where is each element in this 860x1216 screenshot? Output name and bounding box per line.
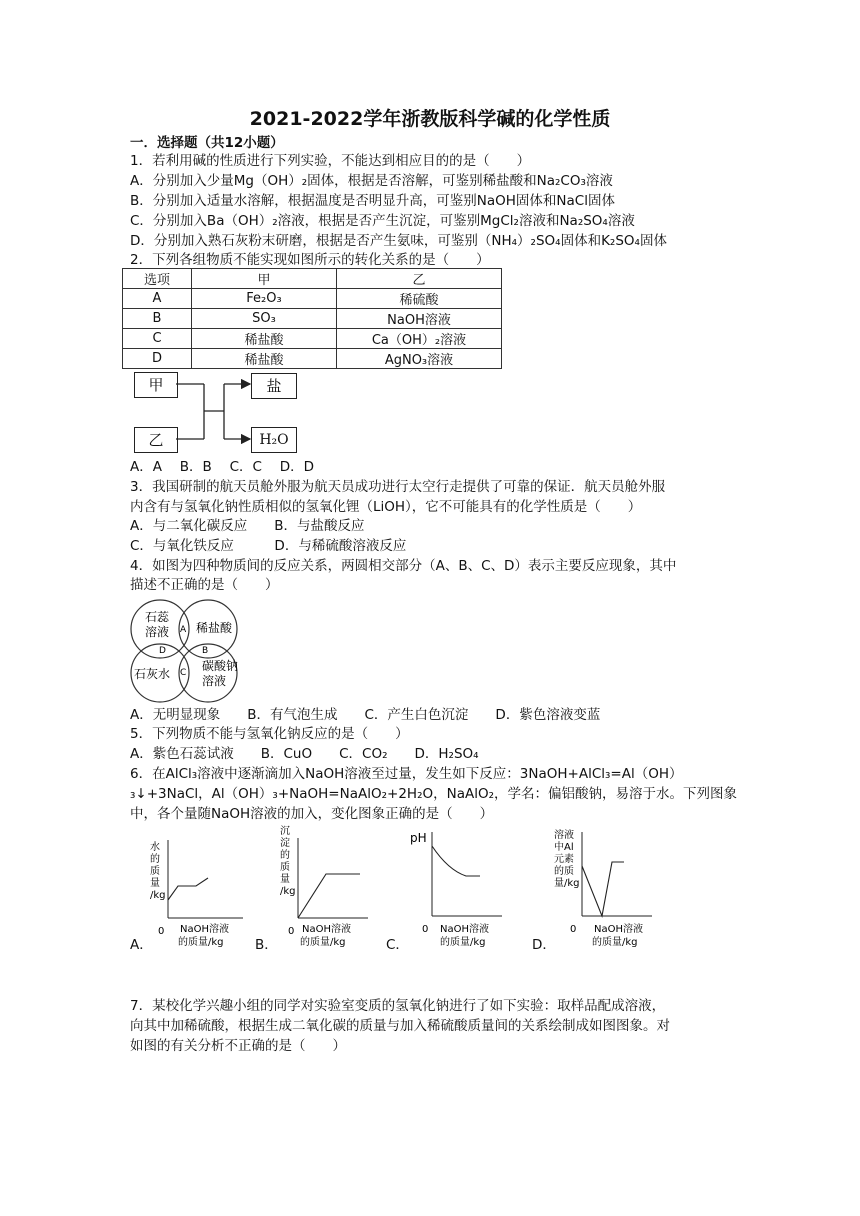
q4-stem-line1: 4．如图为四种物质间的反应关系，两圆相交部分（A、B、C、D）表示主要反应现象，其中	[130, 558, 677, 574]
q5-stem: 5．下列物质不能与氢氧化钠反应的是（ ）	[130, 726, 409, 742]
venn-label-na2co3: 碳酸钠	[202, 659, 239, 673]
graph-d-xlabel: NaOH溶液	[594, 924, 643, 935]
q1-option-a: A．分别加入少量Mg（OH）₂固体，根据是否溶解，可鉴别稀盐酸和Na₂CO₃溶液	[130, 173, 613, 189]
graph-d-ylabel: 溶液	[554, 830, 574, 841]
q1-stem: 1．若利用碱的性质进行下列实验，不能达到相应目的的是（ ）	[130, 153, 531, 169]
graph-c	[406, 826, 506, 950]
graph-c-origin: 0	[422, 924, 429, 935]
section-heading: 一．选择题（共12小题）	[130, 135, 284, 151]
q1-option-c: C．分别加入Ba（OH）₂溶液，根据是否产生沉淀，可鉴别MgCl₂溶液和Na₂SO₄溶液	[130, 213, 635, 229]
q6-line3: 中，各个量随NaOH溶液的加入，变化图象正确的是（ ）	[130, 806, 494, 822]
table-cell: AgNO₃溶液	[337, 349, 502, 369]
q1-option-d: D．分别加入熟石灰粉末研磨，根据是否产生氨味，可鉴别（NH₄）₂SO₄固体和K₂SO₄固体	[130, 233, 667, 249]
graph-c-xlabel: NaOH溶液	[440, 924, 489, 935]
q4-stem-line2: 描述不正确的是（ ）	[130, 577, 279, 593]
graph-c-letter: C．	[386, 937, 409, 953]
graph-a-ylabel: 质	[150, 866, 160, 877]
graph-a-ylabel: /kg	[150, 890, 166, 901]
table-cell: 稀盐酸	[192, 329, 337, 349]
q3-options-line2: C．与氧化铁反应 D．与稀硫酸溶液反应	[130, 538, 407, 554]
table-cell: D	[123, 349, 192, 369]
graph-a-ylabel: 水	[150, 842, 160, 853]
table-row	[123, 329, 502, 349]
table-row	[123, 289, 502, 309]
graph-d-origin: 0	[570, 924, 577, 935]
graph-a-ylabel: 的	[150, 854, 160, 865]
water-box: H₂O	[251, 427, 297, 453]
table-cell: SO₃	[192, 309, 337, 329]
venn-label-hcl: 稀盐酸	[196, 621, 233, 635]
venn-region-a: A	[180, 625, 187, 635]
venn-region-b: B	[202, 646, 209, 656]
graph-d-ylabel: 量/kg	[554, 878, 580, 889]
table-cell: Fe₂O₃	[192, 289, 337, 309]
graph-d-xlabel: 的质量/kg	[592, 937, 638, 948]
page-title: 2021-2022学年浙教版科学碱的化学性质	[249, 108, 611, 130]
venn-label-na2co3: 溶液	[202, 674, 227, 688]
q3-stem-line1: 3．我国研制的航天员舱外服为航天员成功进行太空行走提供了可靠的保证．航天员舱外服	[130, 479, 666, 495]
graph-a-ylabel: 量	[150, 878, 160, 889]
graph-a-xlabel: NaOH溶液	[180, 924, 229, 935]
table-cell: Ca（OH）₂溶液	[337, 329, 502, 349]
table-header: 乙	[337, 269, 502, 289]
graph-a	[148, 838, 248, 950]
q4-options: A．无明显现象 B．有气泡生成 C．产生白色沉淀 D．紫色溶液变蓝	[130, 707, 601, 723]
q5-options: A．紫色石蕊试液 B．CuO C．CO₂ D．H₂SO₄	[130, 746, 479, 762]
table-row	[123, 349, 502, 369]
graph-b-ylabel: 淀	[280, 838, 290, 849]
graph-b-ylabel: 量	[280, 874, 290, 885]
graph-a-letter: A．	[130, 937, 153, 953]
q6-line2: ₃↓+3NaCl，Al（OH）₃+NaOH=NaAlO₂+2H₂O，NaAlO₂，学名：偏铝酸钠，易溶于水。下列图象	[130, 786, 737, 802]
table-header-row	[123, 269, 502, 289]
table-row	[123, 309, 502, 329]
graph-b	[278, 820, 378, 950]
table-cell: A	[123, 289, 192, 309]
q7-line1: 7．某校化学兴趣小组的同学对实验室变质的氢氧化钠进行了如下实验：取样品配成溶液，	[130, 998, 666, 1014]
graph-b-ylabel: 质	[280, 862, 290, 873]
q7-line3: 如图的有关分析不正确的是（ ）	[130, 1038, 346, 1054]
flow-connector-lines	[176, 370, 256, 460]
table-cell: NaOH溶液	[337, 309, 502, 329]
graph-b-ylabel: 的	[280, 850, 290, 861]
table-cell: B	[123, 309, 192, 329]
venn-region-c: C	[180, 668, 187, 678]
graph-a-origin: 0	[158, 926, 165, 937]
graph-b-xlabel: NaOH溶液	[302, 924, 351, 935]
graph-d-ylabel: 的质	[554, 866, 574, 877]
table-header: 选项	[123, 269, 192, 289]
table-cell: 稀硫酸	[337, 289, 502, 309]
graph-a-xlabel: 的质量/kg	[178, 937, 224, 948]
graph-b-ylabel: /kg	[280, 886, 296, 897]
q3-options-line1: A．与二氧化碳反应 B．与盐酸反应	[130, 518, 365, 534]
q2-options: A．A B．B C．C D．D	[130, 459, 315, 475]
venn-label-limewater: 石灰水	[134, 667, 171, 681]
graph-b-origin: 0	[288, 926, 295, 937]
graph-b-ylabel: 沉	[280, 826, 290, 837]
q7-line2: 向其中加稀硫酸，根据生成二氧化碳的质量与加入稀硫酸质量间的关系绘制成如图图象。对	[130, 1018, 670, 1034]
graph-d-ylabel: 中Al	[554, 842, 574, 853]
graph-d	[552, 826, 664, 950]
graph-b-xlabel: 的质量/kg	[300, 937, 346, 948]
q2-stem: 2．下列各组物质不能实现如图所示的转化关系的是（ ）	[130, 252, 490, 268]
q4-venn-diagram	[128, 595, 240, 707]
yi-box: 乙	[134, 427, 178, 453]
graph-c-ylabel: pH	[410, 831, 427, 845]
table-cell: 稀盐酸	[192, 349, 337, 369]
table-cell: C	[123, 329, 192, 349]
venn-region-d: D	[159, 646, 166, 656]
table-header: 甲	[192, 269, 337, 289]
graph-d-ylabel: 元素	[554, 854, 574, 865]
venn-label-litmus: 溶液	[145, 625, 170, 639]
q2-table	[122, 268, 502, 369]
graph-c-xlabel: 的质量/kg	[440, 937, 486, 948]
q1-option-b: B．分别加入适量水溶解，根据温度是否明显升高，可鉴别NaOH固体和NaCl固体	[130, 193, 615, 209]
q6-line1: 6．在AlCl₃溶液中逐渐滴加入NaOH溶液至过量，发生如下反应：3NaOH+AlCl₃=Al（OH）	[130, 766, 683, 782]
graph-b-letter: B．	[255, 937, 278, 953]
venn-label-litmus: 石蕊	[145, 610, 170, 624]
jia-box: 甲	[134, 372, 178, 398]
salt-box: 盐	[251, 373, 297, 399]
graph-d-letter: D．	[532, 937, 556, 953]
q3-stem-line2: 内含有与氢氧化钠性质相似的氢氧化锂（LiOH），它不可能具有的化学性质是（ ）	[130, 499, 642, 515]
